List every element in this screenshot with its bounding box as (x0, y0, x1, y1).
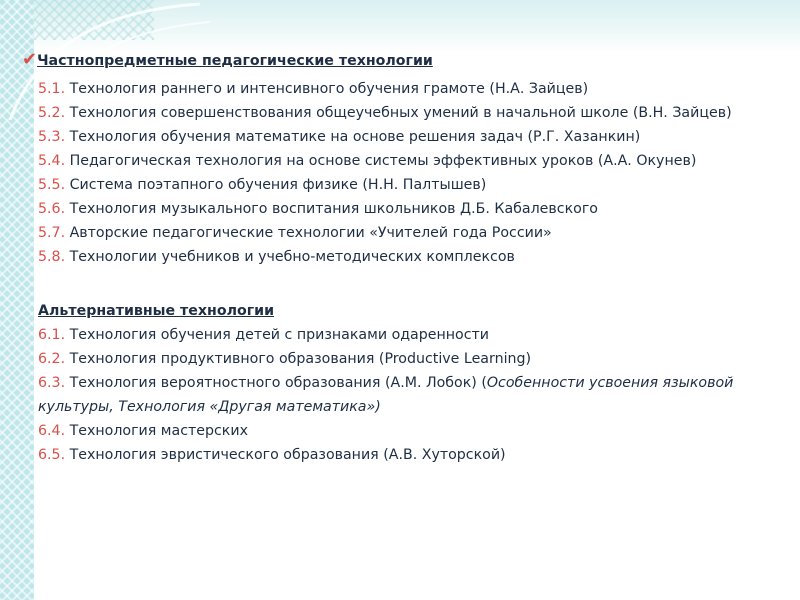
list-item (38, 125, 778, 149)
list-item (38, 197, 778, 221)
item-text: Технология эвристического образования (А.В. Хуторской) (65, 447, 506, 463)
item-number: 6.5. (38, 447, 66, 463)
section2-heading: Альтернативные технологии (38, 303, 275, 319)
item-text: Технологии учебников и учебно-методических комплексов (65, 249, 515, 265)
checkmark-icon: ✔ (22, 49, 38, 70)
item-number: 5.5. (38, 177, 66, 193)
item-number: 5.2. (38, 105, 66, 121)
item-italic-text: Особенности усвоения языковой культуры, Технология «Другая математика») (38, 375, 734, 415)
list-item (38, 245, 778, 269)
item-number: 5.4. (38, 153, 66, 169)
item-number: 6.4. (38, 423, 66, 439)
list-item (38, 77, 778, 101)
list-item (38, 221, 778, 245)
item-text: Авторские педагогические технологии «Учителей года России» (65, 225, 552, 241)
item-number: 5.8. (38, 249, 66, 265)
list-item (38, 347, 778, 371)
list-item (38, 443, 778, 467)
item-text: Технология мастерских (65, 423, 248, 439)
list-item (38, 149, 778, 173)
item-number: 5.1. (38, 81, 66, 97)
list-item (38, 419, 778, 443)
list-item (38, 323, 778, 347)
list-item (38, 101, 778, 125)
item-text: Технология совершенствования общеучебных умений в начальной школе (В.Н. Зайцев) (65, 105, 732, 121)
item-text: Технология обучения детей с признаками одаренности (65, 327, 489, 343)
spacer (38, 269, 778, 299)
item-number: 6.3. (38, 375, 66, 391)
list-item (38, 173, 778, 197)
item-number: 6.2. (38, 351, 66, 367)
section2-heading-line (38, 299, 778, 323)
slide-content (22, 48, 778, 467)
item-text: Технология продуктивного образования (Productive Learning) (65, 351, 532, 367)
item-number: 5.3. (38, 129, 66, 145)
section1-heading: Частнопредметные педагогические технологии (37, 53, 433, 69)
item-text: Технология раннего и интенсивного обучения грамоте (Н.А. Зайцев) (65, 81, 589, 97)
item-text: Технология музыкального воспитания школьников Д.Б. Кабалевского (65, 201, 598, 217)
item-text: Технология вероятностного образования (А.М. Лобок) ( (65, 375, 487, 391)
item-text: Педагогическая технология на основе системы эффективных уроков (А.А. Окунев) (65, 153, 697, 169)
section1-heading-line (22, 48, 778, 73)
list-item (38, 371, 778, 419)
item-text: Технология обучения математике на основе решения задач (Р.Г. Хазанкин) (65, 129, 641, 145)
item-number: 5.6. (38, 201, 66, 217)
item-number: 5.7. (38, 225, 66, 241)
item-text: Система поэтапного обучения физике (Н.Н. Палтышев) (65, 177, 487, 193)
item-number: 6.1. (38, 327, 66, 343)
